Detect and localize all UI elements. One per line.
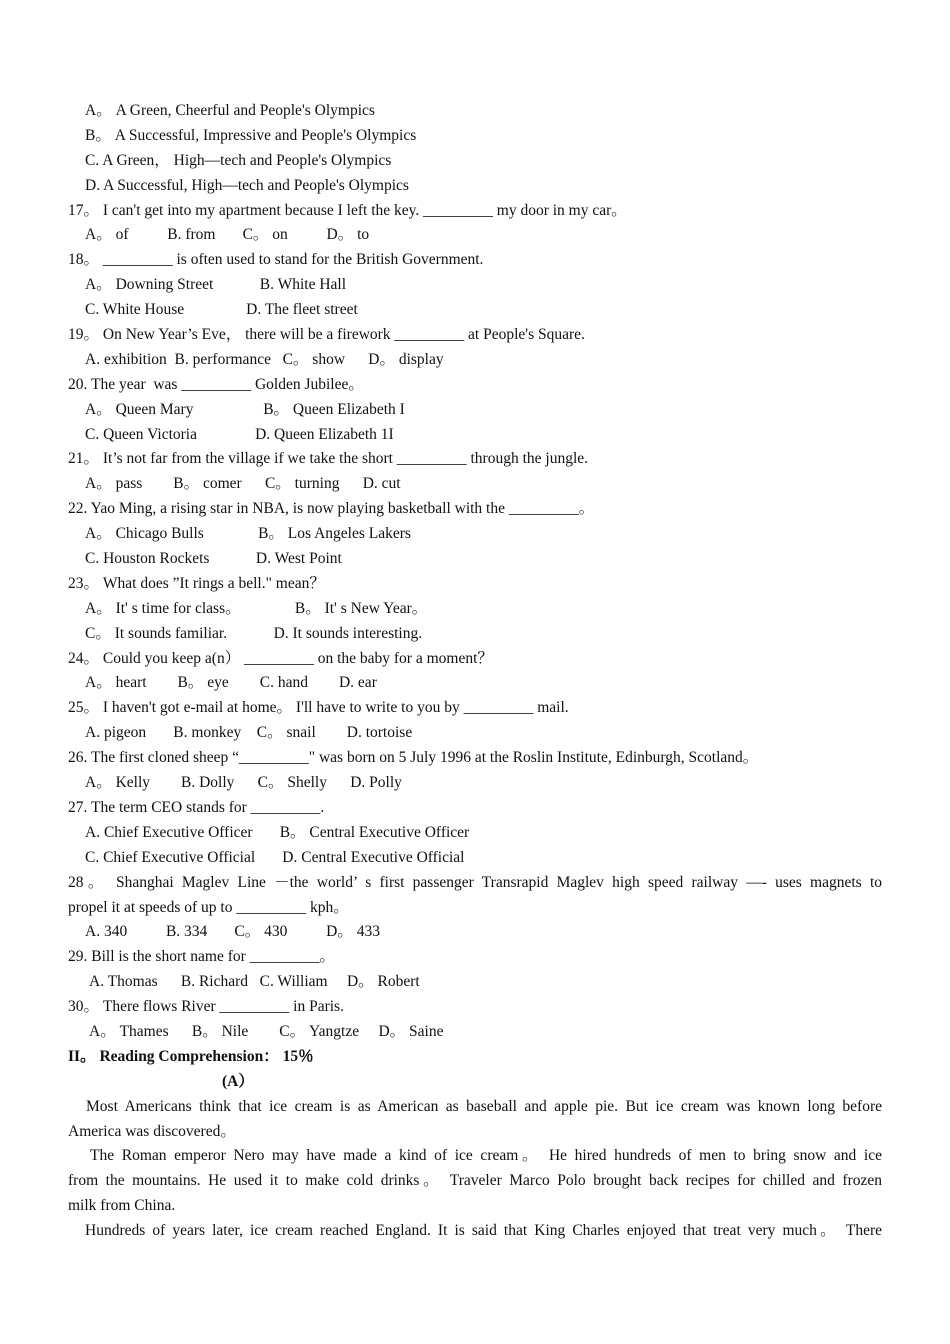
q16-option-d: D. A Successful, High—tech and People's Olympics: [85, 176, 409, 194]
q16-option-c: C. A Green， High—tech and People's Olympics: [85, 151, 392, 169]
question-21: 21。 It’s not far from the village if we take the short _________ through the jungle.: [68, 450, 588, 468]
question-22: 22. Yao Ming, a rising star in NBA, is now playing basketball with the _________。: [68, 500, 595, 518]
passage-p2-line-3: milk from China.: [68, 1197, 176, 1215]
question-18: 18。 _________ is often used to stand for the British Government.: [68, 251, 484, 269]
question-25: 25。 I haven't got e-mail at home。 I'll have to write to you by _________ mail.: [68, 699, 569, 717]
q16-option-b: B。 A Successful, Impressive and People's Olympics: [85, 126, 417, 144]
q29-options: A. Thomas B. Richard C. William D。 Robert: [89, 973, 420, 991]
q23-options-ab: A。 It' s time for class。 B。 It' s New Year。: [85, 599, 428, 617]
passage-p2-line-2: from the mountains. He used it to make cold drinks。 Traveler Marco Polo brought back recipes for chilled and frozen: [68, 1172, 882, 1190]
passage-p1-line-1: Most Americans think that ice cream is as American as baseball and apple pie. But ice cream was known long before: [86, 1097, 882, 1115]
q16-option-a: A。 A Green, Cheerful and People's Olympics: [85, 102, 375, 119]
passage-p2-line-1: The Roman emperor Nero may have made a kind of ice cream。 He hired hundreds of men to bring snow and ice: [90, 1147, 882, 1165]
q21-options: A。 pass B。 comer C。 turning D. cut: [85, 475, 401, 493]
q28-options: A. 340 B. 334 C。 430 D。 433: [85, 923, 380, 941]
section-heading: II。 Reading Comprehension： 15％: [68, 1047, 314, 1065]
q19-options: A. exhibition B. performance C。 show D。 display: [85, 350, 444, 368]
q22-options-cd: C. Houston Rockets D. West Point: [85, 550, 342, 568]
question-29: 29. Bill is the short name for _________。: [68, 948, 335, 966]
question-26: 26. The first cloned sheep “_________" was born on 5 July 1996 at the Roslin Institute, Edinburgh, Scotland。: [68, 749, 759, 767]
q20-options-ab: A。 Queen Mary B。 Queen Elizabeth I: [85, 400, 405, 418]
question-23: 23。 What does ”It rings a bell." mean？: [68, 574, 325, 592]
q22-options-ab: A。 Chicago Bulls B。 Los Angeles Lakers: [85, 525, 411, 543]
question-28-line-1: 28。 Shanghai Maglev Line －the world’ s first passenger Transrapid Maglev high speed railway —- uses magnets to: [68, 873, 882, 891]
question-24: 24。 Could you keep a(n） _________ on the baby for a moment？: [68, 649, 493, 667]
q30-options: A。 Thames B。 Nile C。 Yangtze D。 Saine: [89, 1022, 444, 1040]
passage-label: (A）: [222, 1072, 254, 1090]
q26-options: A。 Kelly B. Dolly C。 Shelly D. Polly: [85, 774, 402, 792]
question-19: 19。 On New Year’s Eve， there will be a firework _________ at People's Square.: [68, 326, 585, 344]
passage-p1-line-2: America was discovered。: [68, 1122, 236, 1140]
question-20: 20. The year was _________ Golden Jubilee。: [68, 375, 364, 393]
question-30: 30。 There flows River _________ in Paris.: [68, 998, 344, 1016]
question-27: 27. The term CEO stands for _________.: [68, 798, 325, 816]
passage-p3-line-1: Hundreds of years later, ice cream reached England. It is said that King Charles enjoyed that treat very much。 There: [85, 1222, 882, 1240]
page-content: [68, 99, 882, 1244]
question-17: 17。 I can't get into my apartment because I left the key. _________ my door in my car。: [68, 201, 627, 219]
q17-options: A。 of B. from C。 on D。 to: [85, 226, 370, 244]
q20-options-cd: C. Queen Victoria D. Queen Elizabeth 1I: [85, 425, 394, 443]
q24-options: A。 heart B。 eye C. hand D. ear: [85, 674, 377, 692]
q27-options-ab: A. Chief Executive Officer B。 Central Executive Officer: [85, 823, 470, 841]
q18-options-cd: C. White House D. The fleet street: [85, 301, 358, 319]
q27-options-cd: C. Chief Executive Official D. Central Executive Official: [85, 848, 465, 866]
q25-options: A. pigeon B. monkey C。 snail D. tortoise: [85, 724, 413, 742]
q23-options-cd: C。 It sounds familiar. D. It sounds interesting.: [85, 624, 423, 642]
question-28-line-2: propel it at speeds of up to _________ kph。: [68, 898, 349, 916]
q18-options-ab: A。 Downing Street B. White Hall: [85, 276, 347, 294]
